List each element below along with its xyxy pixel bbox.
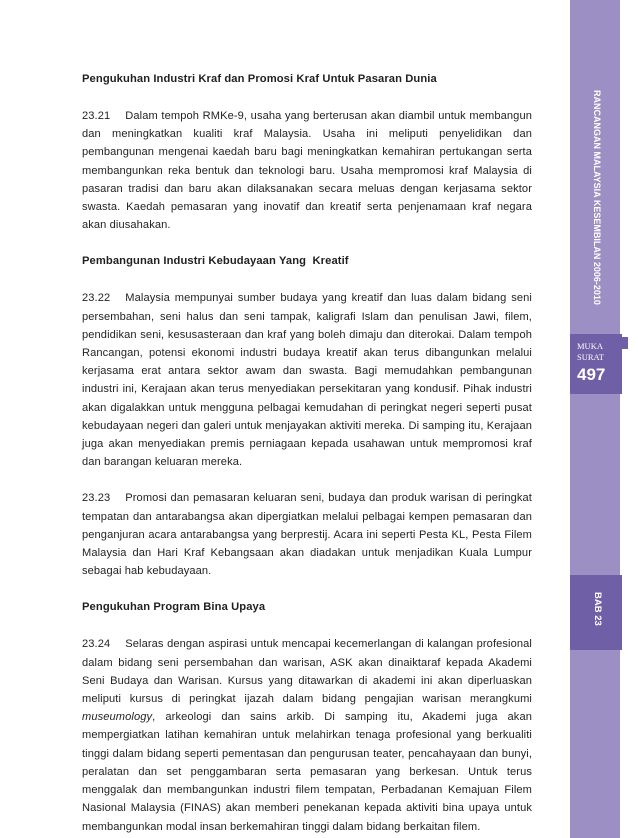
paragraph bbox=[82, 289, 532, 471]
paragraph-number: 23.23 bbox=[82, 492, 111, 505]
paragraph-number: 23.21 bbox=[82, 110, 111, 122]
page-label-line1: MUKA bbox=[577, 341, 603, 351]
publication-title-text: RANCANGAN MALAYSIA KESEMBILAN 2006-2010 bbox=[592, 90, 602, 305]
paragraph-text: Malaysia mempunyai sumber budaya yang kreatif dan luas dalam bidang seni persembahan, seni halus dan seni tampak, kaligrafi Islam dan penulisan Jawi, filem, pendidikan seni, kesusasteraan dan kraf yang boleh dimaju dan diterokai. Dalam tempoh Rancangan, potensi ekonomi industri budaya kreatif akan terus dibangunkan melalui kerjasama erat antara sektor awam dan swasta. Bagi memudahkan pembangunan industri ini, Kerajaan akan terus menyediakan persekitaran yang kondusif. Pihak industri akan digalakkan untuk mengguna pelbagai kemudahan di peringkat negeri seperti pusat kebudayaan negeri dan galeri untuk menjayakan aktiviti mereka. Di samping itu, Kerajaan juga akan menyediakan premis perniagaan kepada usahawan untuk mempromosi kraf dan barangan keluaran mereka. bbox=[82, 292, 532, 469]
paragraph bbox=[82, 489, 532, 580]
page-label-line2: SURAT bbox=[577, 352, 604, 362]
paragraph-number: 23.22 bbox=[82, 292, 111, 305]
page-tab-marker bbox=[620, 337, 628, 349]
section-heading: Pengukuhan Program Bina Upaya bbox=[82, 601, 266, 614]
page-edge bbox=[620, 0, 638, 838]
page-label bbox=[577, 341, 604, 363]
paragraph-italic-term: museumology bbox=[82, 711, 153, 724]
paragraph-text: Dalam tempoh RMKe-9, usaha yang berterusan akan diambil untuk membangun dan meningkatkan kualiti kraf Malaysia. Usaha ini meliputi penyelidikan dan pembangunan mengenai kaedah baru bagi meningkatkan kemahiran pertukangan serta membangunkan reka bentuk dan teknologi baru. Usaha mempromosi kraf Malaysia di pasaran tradisi dan baru akan dilaksanakan secara meluas dengan kerjasama sektor swasta. Kaedah pemasaran yang inovatif dan kreatif serta penjenamaan kraf negara akan diusahakan. bbox=[82, 110, 532, 232]
section-heading: Pembangunan Industri Kebudayaan Yang Kreatif bbox=[82, 255, 349, 268]
page-number: 497 bbox=[577, 365, 606, 384]
paragraph-text-before: Selaras dengan aspirasi untuk mencapai kecemerlangan di kalangan profesional dalam bidang seni persembahan dan warisan, ASK akan dinaiktaraf kepada Akademi Seni Budaya dan Warisan. Kursus yang ditawarkan di akademi ini akan diperluaskan meliputi kursus di peringkat ijazah dalam bidang pengajian warisan merangkumi bbox=[82, 638, 532, 706]
paragraph bbox=[82, 635, 532, 835]
paragraph-text-after: , arkeologi dan sains arkib. Di samping itu, Akademi juga akan mempergiatkan latihan kemahiran untuk melahirkan tenaga profesional yang berkualiti tinggi dalam bidang seperti pementasan dan pengurusan teater, pencahayaan dan bunyi, peralatan dan set penggambaran serta pemasaran yang berkesan. Untuk terus menggalak dan membangunkan industri filem tempatan, Perbadanan Kemajuan Filem Nasional Malaysia (FINAS) akan memberi penekanan kepada aktiviti bina upaya untuk membangunkan modal insan berkemahiran tinggi dalam bidang berkaitan filem. bbox=[82, 711, 532, 833]
chapter-label: BAB 23 bbox=[592, 592, 603, 626]
paragraph-text: Promosi dan pemasaran keluaran seni, budaya dan produk warisan di peringkat tempatan dan antarabangsa akan dipergiatkan melalui pelbagai kempen pemasaran dan penganjuran acara antarabangsa yang berprestij. Acara ini seperti Pesta KL, Pesta Filem Malaysia dan Hari Kraf Kebangsaan akan diadakan untuk menjadikan Kuala Lumpur sebagai hab kebudayaan. bbox=[82, 492, 532, 578]
paragraph bbox=[82, 107, 532, 234]
publication-title bbox=[584, 90, 606, 330]
paragraph-number: 23.24 bbox=[82, 638, 111, 651]
section-heading: Pengukuhan Industri Kraf dan Promosi Kraf Untuk Pasaran Dunia bbox=[82, 73, 437, 85]
document-body bbox=[82, 70, 532, 836]
